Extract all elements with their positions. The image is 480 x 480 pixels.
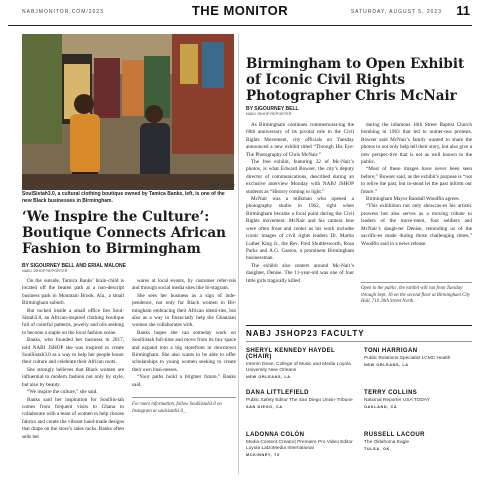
faculty-role: Public Relations Specialist LCMC Health	[364, 355, 451, 361]
boutique-headline: ‘We Inspire the Culture’: Boutique Connects African Fashion to Birmingham	[22, 209, 226, 257]
exhibit-column-2	[361, 122, 472, 248]
byline-affiliation: NABJ JSHOP REPORTER	[22, 269, 68, 273]
faculty-name: RUSSELL LACOUR	[364, 432, 425, 438]
exhibit-headline: Birmingham to Open Exhibit of Iconic Civil Rights Photographer Chris McNair	[246, 56, 465, 104]
faculty-name: TONI HARRIGAN	[364, 348, 418, 354]
faculty-member	[364, 390, 472, 432]
paragraph: “Most of these images have never been seen before,” Bowser said, as the exhibit’s purpose is “not to relive the past, but in-stead let the past inform our future.”	[361, 166, 472, 195]
paragraph: Banks said her inspiration for SoulSis-tah comes from frequent visits to Ghana to collaborate with a team of women to help choose fabrics and create the vibrant hand-made designs that drape on the store’s sales racks. Banks often sells her	[22, 396, 124, 440]
faculty-title: NABJ JSHOP23 FACULTY	[246, 325, 472, 342]
faculty-member	[246, 348, 354, 390]
paragraph: “We inspire the culture,” she said.	[27, 389, 98, 396]
faculty-location: SAN DIEGO, CA	[246, 404, 283, 409]
faculty-location: NEW ORLEANS, LA	[364, 362, 409, 367]
faculty-role: Interim Dean, College of Music and Media Loyola University New Orleans	[246, 361, 351, 373]
faculty-location: TULSA, OK	[364, 446, 390, 451]
faculty-name: LADONNA COLÓN	[246, 432, 305, 438]
boutique-column-2	[132, 278, 236, 415]
instagram-note: For more information, follow SoulSistah3.0 on Instagram at soulsistah3.0_	[132, 397, 236, 415]
faculty-role: Public Safety Editor The San Diego Union-Tribune	[246, 397, 353, 403]
issue-date: SATURDAY, AUGUST 5, 2023	[350, 9, 442, 15]
exhibit-column-1	[246, 122, 354, 285]
boutique-column-1	[22, 278, 124, 441]
paragraph: The exhibit also centers around Mc-Nair’s daughter, Denise. The 11-year-old was one of four little girls tragically killed	[246, 262, 354, 284]
faculty-member	[246, 432, 354, 474]
paragraph: She strongly believes that Black women are influential to modern fashion not only by style, but also by beauty.	[22, 366, 124, 388]
page-number: 11	[456, 3, 470, 18]
faculty-location: NEW ORLEANS, LA	[246, 374, 291, 379]
faculty-grid	[246, 348, 472, 474]
faculty-box	[246, 325, 472, 474]
paragraph: On the outside, Tamica Banks’ brain-child is located off the beaten path at a non-descript business park in Mountain Brook, Ala., a small Birmingham suburb.	[22, 278, 124, 307]
paragraph: Banks hopes she can someday work on SoulSistah full-time and move from its tiny space and expand into a big storefront in downtown Birmingham. She also wants to be able to offer scholarships to young women seeking to create their own busi-nesses.	[132, 329, 236, 373]
faculty-member	[364, 432, 472, 474]
paragraph: But tucked inside a small office lies Soul-Sistah3.0, an African-inspired clothing boutique full of colorful patterns, jewelry and oils seeking to become a staple on the local fashion scene.	[22, 307, 124, 336]
faculty-member	[246, 390, 354, 432]
site-url: NABJMONITOR.COM/2023	[22, 9, 104, 15]
paragraph: “This exhibition not only showcas-es his artistic prowess but also serves as a moving tribute to leaders of the move-ment, foot soldiers and McNair’s daugh-ter Denise, reminding us of the sacrific-es made during those challenging times,” Woodfin said in a news release.	[361, 203, 472, 247]
byline-authors: BY SIGOURNEY BELL	[246, 106, 299, 112]
faculty-role: Media Content Creator| Premiere Pro Video Editor Loyola LaDoMedia International	[246, 439, 353, 451]
exhibit-byline	[246, 106, 472, 116]
paragraph: wares at local events, by customer refer-rals and through social media sites like In-stagram.	[132, 278, 236, 292]
photo-credit: JSHOP23 STAFF	[208, 184, 236, 188]
faculty-role: National Reporter USA TODAY	[364, 397, 430, 403]
boutique-photo	[22, 34, 234, 190]
paragraph: “Your paths build a brighter future,” Banks said.	[132, 374, 236, 388]
byline-authors: BY SIGOURNEY BELL AND ERIAL MALONE	[22, 263, 126, 269]
photo-caption-text: SoulSistah3.0, a cultural clothing boutique owned by Tamica Banks, left, is one of the new Black businesses in Birmingham.	[22, 191, 225, 204]
paragraph: during the infamous 16th Street Baptist Church bombing in 1963 that led to numer-ous protests. Bowser said McNair’s family wanted to share the photos to not only help tell their story, but also give a new perspec-tive that is not as well known to the public.	[361, 122, 472, 166]
column-divider	[238, 34, 239, 474]
photo-caption	[22, 191, 234, 205]
faculty-role: The Oklahoma Eagle	[364, 439, 410, 445]
newspaper-logo: THE MONITOR	[191, 3, 289, 18]
paragraph: Banks, who founded her business in 2017, told NABJ JSHOP she was inspired to create SoulSistah3.0 as a way to help her people honor their culture and celebrate their African roots.	[22, 337, 124, 366]
faculty-location: MCKINNEY, TX	[246, 452, 280, 457]
paragraph: As Birmingham continues commemorat-ing the 60th anniversary of its pivotal role in the Civil Rights Movement, city officials on Tuesday announced a new exhibit titled “Through His Eye: The Photography of Chris McNair.”	[246, 122, 354, 158]
paragraph: Birmingham Mayor Randall Woodfin agrees.	[366, 196, 460, 203]
boutique-photo-illustration	[22, 34, 234, 190]
boutique-byline	[22, 263, 234, 273]
paragraph: McNair was a milkman who opened a photography studio in 1962, right when Birmingham became a focal point during the Civil Rights movement. McNair and his camera lens were often front and center as his work includes iconic images of civil rights leaders Dr. Martin Luther King Jr., the Rev. Fred Shuttlesworth, Rosa Parks and A.G. Gaston, a prominent Birmingham businessman.	[246, 196, 354, 262]
faculty-name: DANA LITTLEFIELD	[246, 390, 309, 396]
paragraph: She sees her business as a sign of inde-pendence, not only for Black women in Bir-mingham embracing their African identi-ties, but also as a way to financially help the Ghanaian women she collaborates with.	[132, 292, 236, 329]
faculty-name: SHERYL KENNEDY HAYDEL (CHAIR)	[246, 348, 335, 360]
paragraph: The free exhibit, featuring 22 of Mc-Nair’s photos, is what Edward Bowser, the city’s deputy director of communications, described during an exclusive interview Monday with NABJ JSHOP students as “History coming to light.”	[246, 159, 354, 195]
byline-affiliation: NABJ JSHOP REPORTER	[246, 112, 292, 116]
exhibit-info-note: Open to the public, the exhibit will run from Tuesday through Sept. 16 on the second floor at Birmingham City Hall, 710 20th Street North.	[361, 282, 472, 306]
faculty-name: TERRY COLLINS	[364, 390, 418, 396]
faculty-member	[364, 348, 472, 390]
faculty-location: OAKLAND, CA	[364, 404, 398, 409]
masthead-bar	[8, 0, 472, 26]
